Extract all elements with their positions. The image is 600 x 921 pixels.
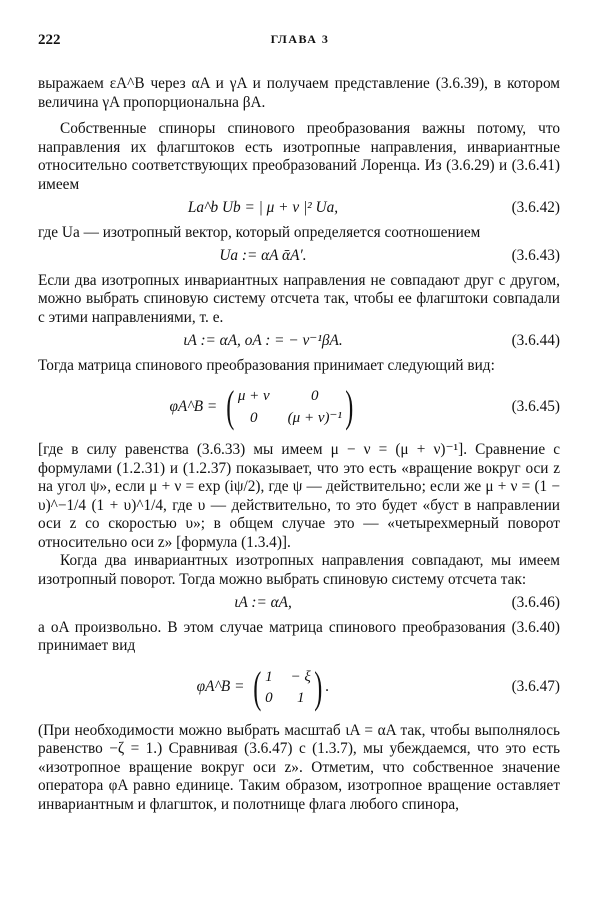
matrix-cell: − ξ xyxy=(290,668,311,685)
equation-lhs: φA^B = xyxy=(196,678,245,696)
paragraph: (При необходимости можно выбрать масштаб ιA = αA так, чтобы выполнялось равенство −ζ = 1.) Сравнивая (3.6.47) с (1.3.7), мы убеждаемся, что это есть «изотропное вращение вокруг оси z». Отметим, что собственное значение оператора φA равно единице. Таким образом, изотропное вращение оставляет инвариантным и флагшток, и полотнище флага любого спинора, xyxy=(38,721,560,813)
matrix-equation xyxy=(196,662,330,712)
equation-number: (3.6.43) xyxy=(511,247,560,264)
equation-lhs: φA^B = xyxy=(169,397,218,415)
paragraph: выражаем εA^B через αA и γA и получаем представление (3.6.39), в котором величина γA пропорциональна βA. xyxy=(38,75,560,111)
matrix-cell: μ + ν xyxy=(237,388,270,404)
equation-tail: . xyxy=(325,678,330,696)
equation-3-6-46 xyxy=(38,594,560,613)
matrix xyxy=(265,668,311,708)
equation-number: (3.6.45) xyxy=(511,397,560,415)
paragraph: Собственные спиноры спинового преобразования важны потому, что направления их флагштоков есть изотропные направления, инвариантные относительно соответствующих преобразований Лоренца. Из (3.6.29) и (3.6.41) имеем xyxy=(38,120,560,193)
paragraph: Когда два инвариантных изотропных направления совпадают, мы имеем изотропный поворот. Тогда можно выбрать спиновую систему отсчета так: xyxy=(38,552,560,588)
paragraph: Тогда матрица спинового преобразования принимает следующий вид: xyxy=(38,356,495,374)
equation-number: (3.6.44) xyxy=(511,332,560,349)
equation-number: (3.6.46) xyxy=(511,594,560,611)
equation-expression: ιA := αA, xyxy=(234,594,292,611)
equation-expression: Ua := αA ᾱA′. xyxy=(219,247,307,264)
page-number: 222 xyxy=(38,32,61,48)
matrix-equation xyxy=(169,382,356,431)
left-paren: ( xyxy=(226,382,235,431)
equation-3-6-45 xyxy=(38,382,560,431)
paragraph: [где в силу равенства (3.6.33) мы имеем μ − ν = (μ + ν)⁻¹]. Сравнение с формулами (1.2.31) и (1.2.37) показывает, что это есть «вращение вокруг оси z на угол ψ», если μ + ν = exp (iψ/2), где ψ — действительно; если же μ + ν = (1 − υ)^−1/4 (1 + υ)^1/4, где υ — действительно, то это будет «буст в направлении оси z со скоростью υ»; в общем случае это — «четырехмерный поворот относительно оси z» [формула (1.3.4)]. xyxy=(38,441,560,551)
left-paren: ( xyxy=(253,662,262,712)
matrix-cell: 0 xyxy=(250,409,258,426)
matrix-cell: 1 xyxy=(265,668,273,685)
matrix xyxy=(238,387,342,427)
running-head: ГЛАВА 3 xyxy=(270,32,330,46)
page-header xyxy=(38,32,562,56)
matrix-cell: 0 xyxy=(311,388,319,404)
equation-expression: La^b Ub = | μ + ν |² Ua, xyxy=(187,199,339,216)
equation-3-6-47 xyxy=(38,662,560,712)
matrix-cell: 1 xyxy=(296,690,305,706)
paragraph: а oA произвольно. В этом случае матрица спинового преобразования (3.6.40) принимает вид xyxy=(38,618,560,654)
matrix-cell: (μ + ν)⁻¹ xyxy=(287,409,342,426)
equation-expression: ιA := αA, oA : = − ν⁻¹βA. xyxy=(183,332,343,349)
paragraph: Если два изотропных инвариантных направления не совпадают друг с другом, можно выбрать спиновую систему отсчета так, чтобы ее флагштоки совпадали с этими направлениями, т. е. xyxy=(38,271,560,326)
paragraph: где Ua — изотропный вектор, который определяется соотношением xyxy=(38,223,481,241)
equation-number: (3.6.47) xyxy=(511,678,560,696)
page-body xyxy=(38,75,560,814)
right-paren: ) xyxy=(314,662,323,712)
equation-3-6-42 xyxy=(38,199,560,218)
equation-3-6-44 xyxy=(38,332,560,351)
equation-3-6-43 xyxy=(38,247,560,266)
matrix-cell: 0 xyxy=(265,690,273,706)
right-paren: ) xyxy=(345,382,354,431)
equation-number: (3.6.42) xyxy=(511,199,560,216)
